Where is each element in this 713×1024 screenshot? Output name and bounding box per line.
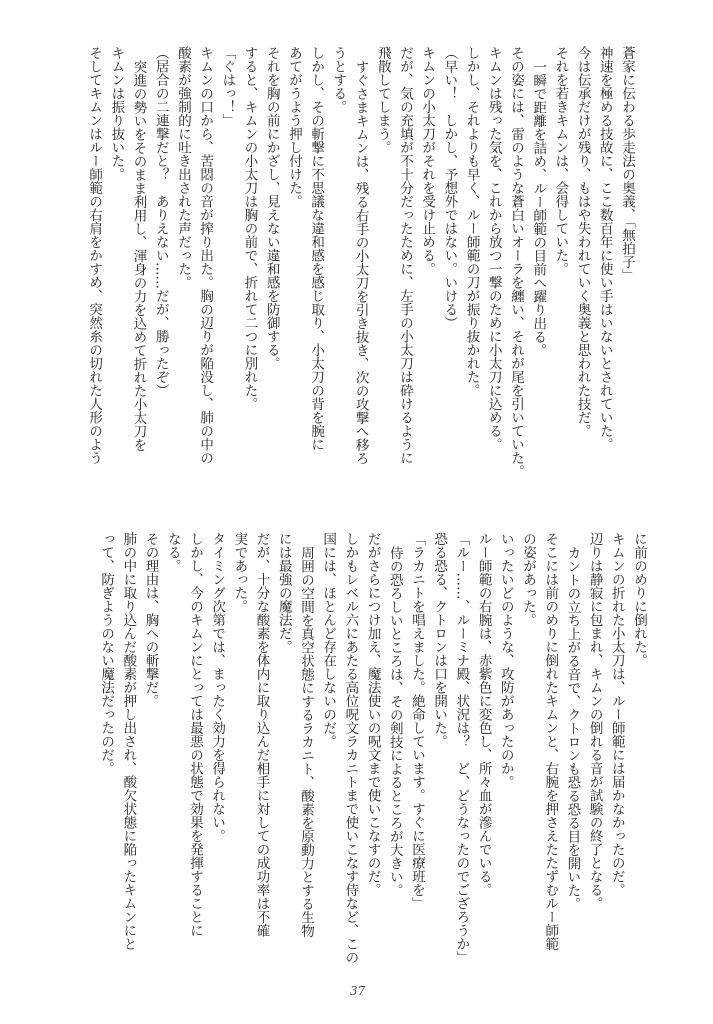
text-line: しかし、それよりも早く、ルー師範の刀が振り抜かれた。 <box>463 46 480 397</box>
text-line: 酸素が強制的に吐き出された声だった。 <box>174 46 191 289</box>
text-line: 「ラカニトを唱えました。絶命しています。すぐに医療班を」 <box>408 532 425 910</box>
text-line: カントの立ち上がる音で、クトロンも恐る恐る目を開いた。 <box>564 546 581 911</box>
text-line: そこには前のめりに倒れたキムンと、右腕を押さえたたずむルー師範 <box>542 532 559 951</box>
text-line: キムンの口から、苦悶の音が搾り出た。胸の辺りが陥没し、肺の中の <box>197 46 214 465</box>
text-line: だが、気の充填が不十分だったために、左手の小太刀は砕けるように <box>396 46 413 465</box>
top-text-section <box>83 46 638 516</box>
text-line: なる。 <box>164 532 181 573</box>
text-line: （居合の二連撃だと？ ありえない……だが、勝ったぞ） <box>152 46 169 397</box>
text-line: タイミング次第では、まったく効力を得られない。 <box>209 532 226 843</box>
text-line: 「ぐはっ！」 <box>219 46 236 127</box>
text-line: 一瞬で距離を詰め、ルー師範の目前へ躍り出る。 <box>530 60 547 357</box>
text-line: 周囲の空間を真空状態にするラカニト、酸素を原動力とする生物 <box>297 546 314 938</box>
text-line: うとする。 <box>330 46 347 114</box>
text-line: 「ルー……、ルーミナ殿、状況は？ ど、どうなったのでござろうか」 <box>453 532 470 964</box>
page-number: 37 <box>350 984 366 998</box>
text-line: キムンは振り抜いた。 <box>108 46 125 181</box>
text-line: すると、キムンの小太刀は胸の前で、折れて二つに別れた。 <box>241 46 258 411</box>
text-line: それを若きキムンは、会得していた。 <box>552 46 569 276</box>
text-line: 突進の勢いをそのまま利用し、渾身の力を込めて折れた小太刀を <box>130 60 147 452</box>
text-line: 肺の中に取り込んだ酸素が押し出され、酸欠状態に陥ったキムンにと <box>120 532 137 951</box>
text-line: には最強の魔法だ。 <box>275 532 292 654</box>
text-line: ルー師範の右腕は、赤紫色に変色し、所々血が滲んでいる。 <box>475 532 492 897</box>
text-line: （早い！ しかし、予想外ではない。いける） <box>441 46 458 330</box>
text-line: 恐る恐る、クトロンは口を開いた。 <box>431 532 448 748</box>
text-line: 辺りは静寂に包まれ、キムンの倒れる音が試験の終了となる。 <box>586 532 603 910</box>
text-line: しかもレベル六にあたる高位呪文ラカニトまで使いこなす侍など、この <box>342 532 359 964</box>
text-line: キムンの小太刀がそれを受け止める。 <box>419 46 436 276</box>
text-line: いったいどのような、攻防があったのか。 <box>497 532 514 789</box>
text-line: 飛散してしまう。 <box>374 46 391 154</box>
text-line: 実であった。 <box>231 532 248 613</box>
text-line: すぐさまキムンは、残る右手の小太刀を引き抜き、次の攻撃へ移ろ <box>352 60 369 465</box>
text-line: だがさらにつけ加え、魔法使いの呪文まで使いこなすのだ。 <box>364 532 381 897</box>
text-line: あてがうよう押し付けた。 <box>285 46 302 208</box>
text-line: の姿があった。 <box>519 532 536 627</box>
text-line: 侍の恐ろしいところは、その剣技によるところが大きい。 <box>386 546 403 897</box>
bottom-text-section <box>95 532 650 972</box>
text-line: 今は伝承だけが残り、もはや失われていく奥義と思われた技だ。 <box>574 46 591 438</box>
text-line: その理由は、胸への斬撃だ。 <box>142 532 159 708</box>
text-line: キムンの折れた小太刀は、ルー師範には届かなかったのだ。 <box>608 532 625 897</box>
text-line: 蒼家に伝わる歩走法の奥義、「無拍子」 <box>619 46 635 283</box>
text-line: それを胸の前にかざし、見えない違和感を防御する。 <box>263 46 280 370</box>
text-line: に前のめりに倒れた。 <box>631 532 647 667</box>
text-line: だが、十分な酸素を体内に取り込んだ相手に対しての成功率は不確 <box>253 532 270 937</box>
text-line: そしてキムンはルー師範の右肩をかすめ、突然糸の切れた人形のよう <box>86 46 103 465</box>
text-line: しかし、今のキムンにとっては最悪の状態で効果を発揮することに <box>186 532 203 937</box>
text-line: しかし、その斬撃に不思議な違和感を感じ取り、小太刀の背を腕に <box>308 46 325 451</box>
text-line: キムンは残った気を、これから放つ一撃のために小太刀に込める。 <box>485 46 502 451</box>
text-line: って、防ぎようのない魔法だったのだ。 <box>98 532 115 775</box>
text-line: その姿には、雷のような蒼白いオーラを纏い、それが尾を引いていた。 <box>507 46 524 478</box>
text-line: 神速を極める技故に、ここ数百年に使い手はいないとされていた。 <box>596 46 613 451</box>
text-line: 国には、ほとんど存在しないのだ。 <box>320 532 337 748</box>
